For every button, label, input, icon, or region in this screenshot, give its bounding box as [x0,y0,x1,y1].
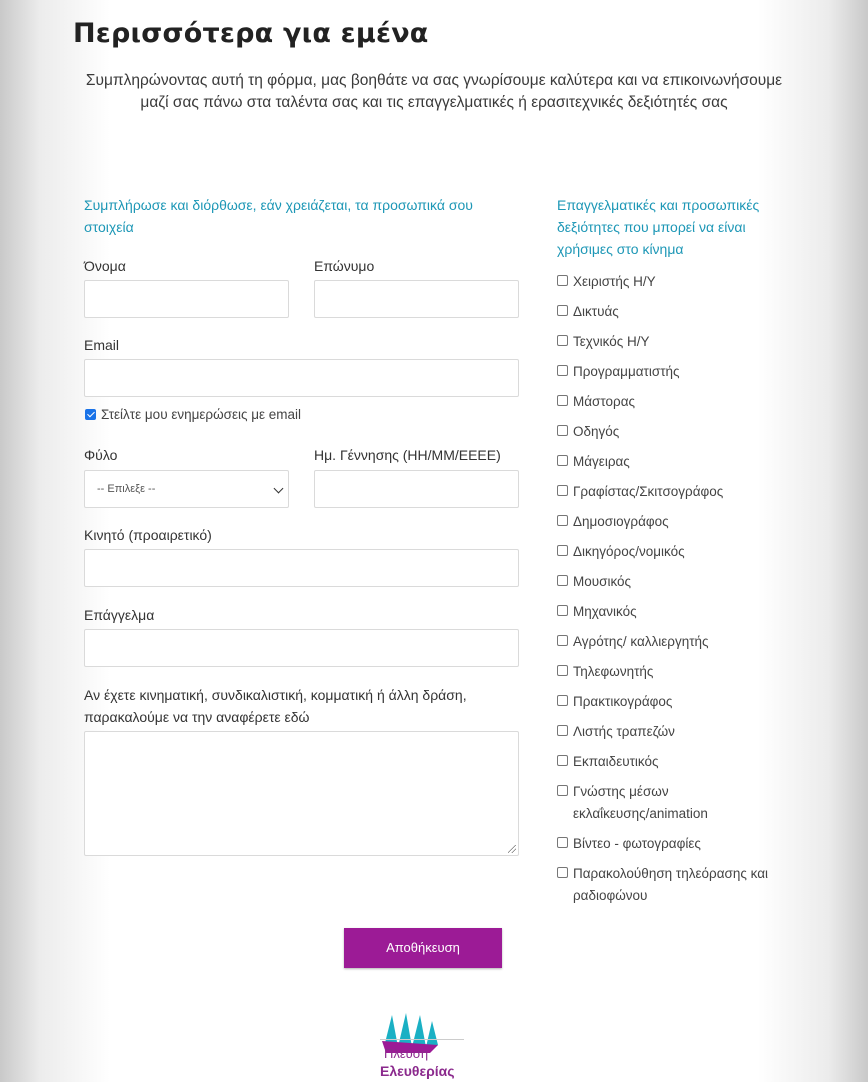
activity-label: Αν έχετε κινηματική, συνδικαλιστική, κομματική ή άλλη δράση, παρακαλούμε να την αναφέρετε εδώ [84,687,467,725]
skill-item[interactable] [557,661,777,683]
skill-checkbox[interactable] [557,515,568,526]
save-button[interactable]: Αποθήκευση [344,928,502,968]
skill-checkbox[interactable] [557,545,568,556]
skill-checkbox[interactable] [557,665,568,676]
skill-item[interactable] [557,391,777,413]
logo-text-line1: Πλεύση [384,1046,429,1061]
skill-label: Μάστορας [573,394,636,409]
skills-section-title: Επαγγελματικές και προσωπικές δεξιότητες που μπορεί να είναι χρήσιμες στο κίνημα [557,197,760,257]
logo-text-line2: Ελευθερίας [380,1063,455,1079]
occupation-label: Επάγγελμα [84,607,155,623]
email-label: Email [84,337,120,353]
skill-item[interactable] [557,451,777,473]
skill-label: Εκπαιδευτικός [573,754,659,769]
skill-item[interactable] [557,421,777,443]
skill-label: Βίντεο - φωτογραφίες [573,836,701,851]
skill-checkbox[interactable] [557,605,568,616]
skill-item[interactable] [557,631,777,653]
page-title: Περισσότερα για εμένα [73,18,429,49]
birth-date-label: Ημ. Γέννησης (ΗΗ/ΜΜ/ΕΕΕΕ) [314,447,501,463]
skill-label: Μηχανικός [573,604,637,619]
skill-label: Δικηγόρος/νομικός [573,544,685,559]
skill-label: Δικτυάς [573,304,619,319]
skill-checkbox[interactable] [557,837,568,848]
skill-checkbox[interactable] [557,425,568,436]
skill-checkbox[interactable] [557,867,568,878]
skill-label: Τεχνικός Η/Υ [573,334,650,349]
gender-select[interactable] [84,470,289,508]
skill-label: Προγραμματιστής [573,364,680,379]
skill-checkbox[interactable] [557,335,568,346]
skill-label: Πρακτικογράφος [573,694,673,709]
first-name-input[interactable] [84,280,289,318]
skill-label: Οδηγός [573,424,620,439]
logo-divider [380,1039,464,1040]
skill-item[interactable] [557,331,777,353]
birth-date-input[interactable] [314,470,519,508]
chevron-down-icon [274,484,284,494]
skill-label: Χειριστής Η/Υ [573,274,656,289]
skill-checkbox[interactable] [557,755,568,766]
skill-checkbox[interactable] [557,275,568,286]
last-name-label: Επώνυμο [314,258,375,274]
skill-item[interactable] [557,481,777,503]
skill-checkbox[interactable] [557,695,568,706]
resize-handle-icon[interactable] [508,845,516,853]
skill-checkbox[interactable] [557,725,568,736]
first-name-label: Όνομα [84,258,126,274]
skill-item[interactable] [557,691,777,713]
mobile-label: Κινητό (προαιρετικό) [84,527,212,543]
last-name-input[interactable] [314,280,519,318]
newsletter-label: Στείλτε μου ενημερώσεις με email [101,407,302,422]
personal-section-title: Συμπλήρωσε και διόρθωσε, εάν χρειάζεται, τα προσωπικά σου στοιχεία [84,197,473,235]
skill-label: Αγρότης/ καλλιεργητής [573,634,709,649]
skill-item[interactable] [557,301,777,323]
skill-label: Λιστής τραπεζών [573,724,675,739]
skill-checkbox[interactable] [557,485,568,496]
skill-checkbox[interactable] [557,575,568,586]
skill-item[interactable] [557,833,777,855]
newsletter-checkbox[interactable] [85,409,96,420]
skill-label: Γραφίστας/Σκιτσογράφος [573,484,724,499]
skill-checkbox[interactable] [557,305,568,316]
skill-checkbox[interactable] [557,395,568,406]
skill-item[interactable] [557,511,777,533]
skill-checkbox[interactable] [557,455,568,466]
activity-textarea[interactable] [84,731,519,856]
skill-item[interactable] [557,571,777,593]
skill-item[interactable] [557,601,777,623]
skill-item[interactable] [557,361,777,383]
skill-label: Μουσικός [573,574,632,589]
email-input[interactable] [84,359,519,397]
skill-item[interactable] [557,781,777,825]
skill-label: Γνώστης μέσων εκλαΐκευσης/animation [573,784,708,821]
skill-checkbox[interactable] [557,365,568,376]
mobile-input[interactable] [84,549,519,587]
skill-checkbox[interactable] [557,635,568,646]
skill-label: Τηλεφωνητής [573,664,654,679]
skill-item[interactable] [557,721,777,743]
skill-item[interactable] [557,271,777,293]
intro-text: Συμπληρώνοντας αυτή τη φόρμα, μας βοηθάτε να σας γνωρίσουμε καλύτερα και να επικοινωνήσουμε μαζί σας πάνω στα ταλέντα σας και τις επαγγελματικές ή ερασιτεχνικές δεξιότητές σας [85,72,783,111]
skill-item[interactable] [557,751,777,773]
occupation-input[interactable] [84,629,519,667]
skill-item[interactable] [557,541,777,563]
skill-label: Μάγειρας [573,454,630,469]
skill-label: Παρακολούθηση τηλεόρασης και ραδιοφώνου [573,866,769,903]
gender-label: Φύλο [84,447,118,463]
skill-label: Δημοσιογράφος [573,514,669,529]
skill-checkbox[interactable] [557,785,568,796]
skill-item[interactable] [557,863,777,907]
gender-selected-value: -- Επιλεξε -- [97,483,156,495]
